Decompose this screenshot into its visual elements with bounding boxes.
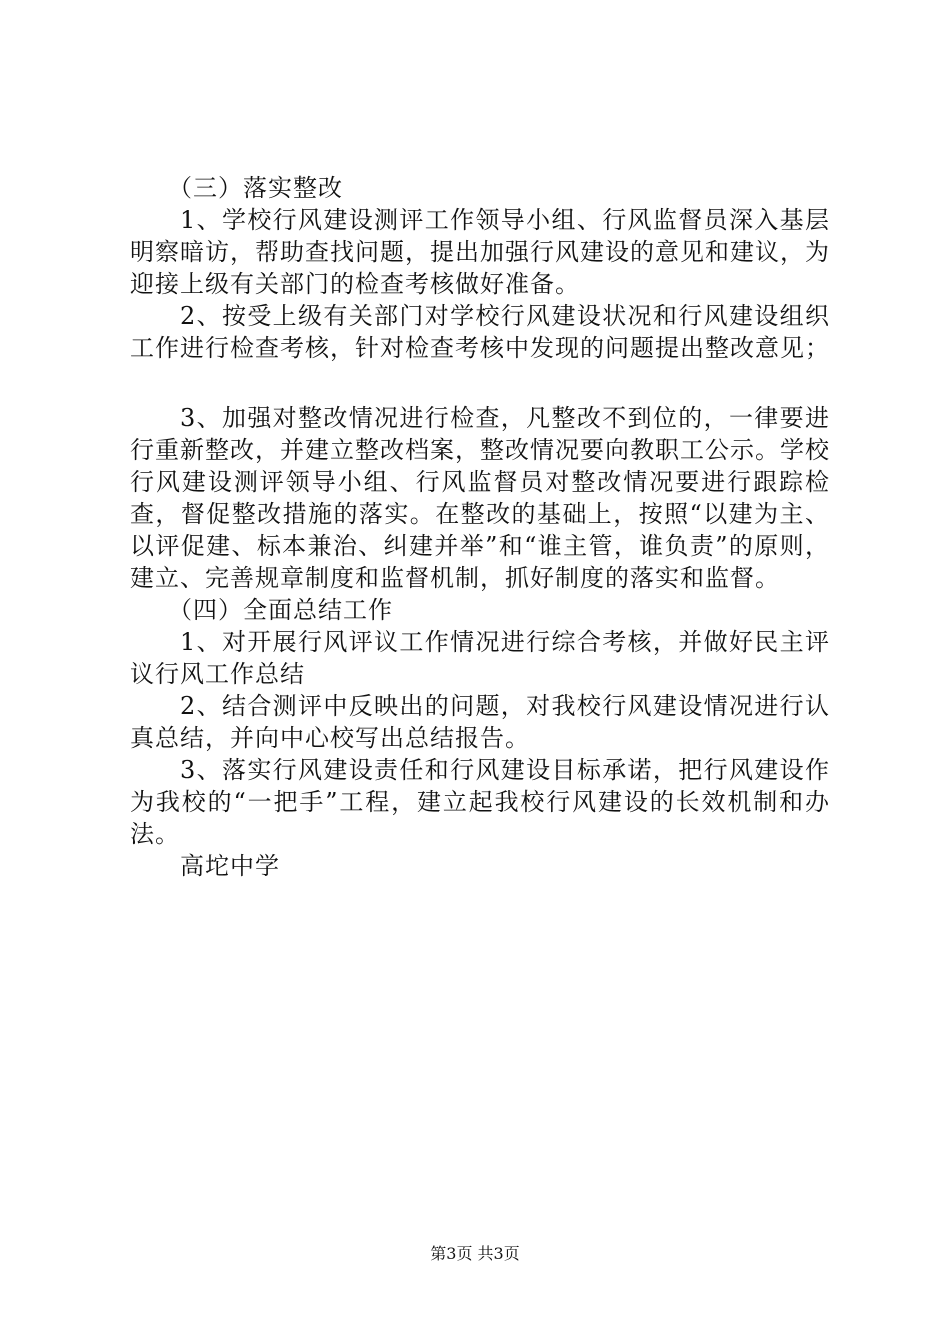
signature-school-name: 高坨中学 bbox=[180, 852, 280, 880]
page-footer: 第3页 共3页 bbox=[430, 1244, 520, 1263]
paragraph-item: 3、落实行风建设责任和行风建设目标承诺，把行风建设作为我校的“一把手”工程，建立起我校行风建设的长效机制和办法。 bbox=[130, 756, 830, 848]
section-heading-four: （四）全面总结工作 bbox=[168, 596, 393, 624]
document-body bbox=[130, 172, 830, 882]
section-heading-three: （三）落实整改 bbox=[168, 174, 343, 202]
paragraph-item: 2、结合测评中反映出的问题，对我校行风建设情况进行认真总结，并向中心校写出总结报告。 bbox=[130, 692, 830, 752]
paragraph-item: 3、加强对整改情况进行检查，凡整改不到位的，一律要进行重新整改，并建立整改档案，整改情况要向教职工公示。学校行风建设测评领导小组、行风监督员对整改情况要进行跟踪检查，督促整改措施的落实。在整改的基础上，按照“以建为主、以评促建、标本兼治、纠建并举”和“谁主管，谁负责”的原则，建立、完善规章制度和监督机制，抓好制度的落实和监督。 bbox=[130, 404, 830, 592]
paragraph-item: 2、按受上级有关部门对学校行风建设状况和行风建设组织工作进行检查考核，针对检查考核中发现的问题提出整改意见； bbox=[130, 302, 830, 362]
paragraph-item: 1、学校行风建设测评工作领导小组、行风监督员深入基层明察暗访，帮助查找问题，提出加强行风建设的意见和建议，为迎接上级有关部门的检查考核做好准备。 bbox=[130, 206, 830, 298]
paragraph-item: 1、对开展行风评议工作情况进行综合考核，并做好民主评议行风工作总结 bbox=[130, 628, 830, 688]
